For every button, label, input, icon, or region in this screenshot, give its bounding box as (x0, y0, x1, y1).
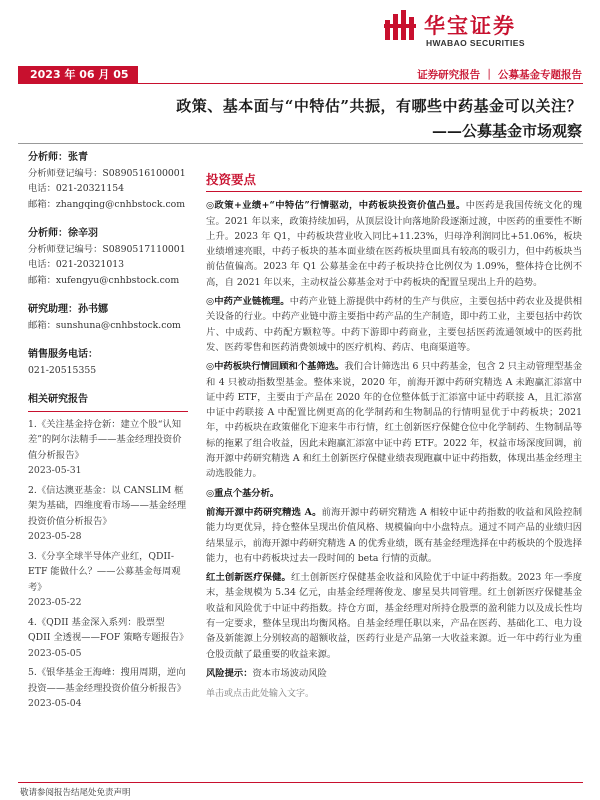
paragraph-policy (206, 198, 582, 290)
risk-label: 风险提示： (206, 667, 253, 679)
report-subtitle: ——公募基金市场观察 (431, 122, 582, 140)
analyst-name: 分析师：徐辛羽 (28, 228, 98, 239)
related-report-item[interactable] (28, 549, 188, 611)
analyst-block (28, 150, 188, 212)
logo-cn-text: 华宝证券 (424, 14, 516, 38)
paragraph-lead: ◎中药产业链梳理。 (206, 296, 290, 308)
text-placeholder[interactable]: 单击或点击此处输入文字。 (206, 689, 315, 700)
analyst-email[interactable]: 邮箱：zhangqing@cnhbstock.com (28, 198, 186, 210)
paragraph-key-funds (206, 486, 582, 501)
paragraph-body: 我们合计筛选出 6 只中药基金，包含 2 只主动管理型基金和 4 只被动指数型基金。整体来说，2020 年，前海开源中药研究精选 A 未跑赢汇添富中证中药 ETF，主要由于产品在 2020 年的仓位整体低于汇添富中证中药联接 A，且汇添富中证中药联接 A 中配置比例更高的化学制药和生物制品的行情明显优于中药板块；2021 年，中药板块在政策催化下迎来牛市行情，红土创新医疗保健仓位中化学制药、生物制品等标的拖累了组合收益，因此未跑赢汇添富中证中药 ETF。2022 年，权益市场深度回调，前海开源中药研究精选 A 和红土创新医疗保健业绩表现跑赢中证中药指数，体现出基金经理主动选股能力。 (206, 361, 582, 480)
report-type: 证券研究报告 ｜ 公募基金专题报告 (417, 69, 582, 81)
paragraph-lead: ◎政策+业绩+“中特估”行情驱动，中药板块投资价值凸显。 (206, 200, 466, 212)
paragraph-fund-hongtu (206, 570, 582, 662)
investment-highlights (206, 172, 582, 703)
fund-name: 前海开源中药研究精选 A。 (206, 506, 322, 518)
analyst-phone: 电话：021-20321013 (28, 259, 125, 270)
related-report-title: 5.《银华基金王海峰：搜用周期，逆向投资——基金经理投资价值分析报告》 (28, 667, 187, 694)
related-report-item[interactable] (28, 665, 188, 712)
paragraph-body: 前海开源中药研究精选 A 相较中证中药指数的收益和风险控制能力均更优异，持仓整体呈现出价值风格、规模偏向中小盘特点。通过不同产品的业绩归因结果显示，前海开源中药研究精选 A 的优秀业绩，既有基金经理选择在中药板块的个股选择能力，也有中药板块过去一段时间的 beta 行情的贡献。 (206, 506, 583, 564)
sidebar (28, 150, 188, 716)
analyst-phone: 电话：021-20321154 (28, 183, 125, 194)
invest-divider (206, 191, 582, 192)
related-report-title: 2.《信达澳亚基金：以 CANSLIM 框架为基础，四维度看市场——基金经理投资价值分析报告》 (28, 484, 187, 527)
risk-body: 资本市场波动风险 (252, 667, 327, 679)
analyst-name: 分析师：张青 (28, 152, 88, 163)
fund-name: 红土创新医疗保健。 (206, 572, 291, 584)
paragraph-lead: ◎重点个基分析。 (206, 487, 280, 499)
analyst-cert: 分析师登记编号：S0890516100001 (28, 167, 186, 179)
footer-divider (18, 782, 583, 783)
related-report-date: 2023-05-05 (28, 647, 82, 659)
related-reports-list (28, 417, 188, 712)
sales-block (28, 347, 188, 378)
paragraph-chain (206, 294, 582, 355)
title-divider (18, 143, 583, 144)
invest-heading: 投资要点 (206, 172, 257, 187)
related-report-date: 2023-05-22 (28, 597, 82, 608)
analyst-email[interactable]: 邮箱：xufengyu@cnhbstock.com (28, 274, 180, 286)
analyst-cert: 分析师登记编号：S0890517110001 (28, 243, 186, 255)
company-logo (384, 8, 584, 52)
assistant-block (28, 302, 188, 333)
paragraph-body: 红土创新医疗保健基金收益和风险优于中证中药指数。2023 年一季度末，基金规模为 5.34 亿元，由基金经理蒋俊龙、廖星昊共同管理。红土创新医疗保健基金收益和风险优于中证中药指数。持仓方面，基金经理对所持仓股票的盈利能力以及成长性均有一定要求，整体呈现出均衡风格。自基金经理任职以来，产品在医药、基础化工、电力设备及新能源上分别较高的超额收益，医药行业是产品第一大收益来源。近一年中药行业为重仓股贡献了最重要的收益来源。 (206, 572, 582, 660)
footer-disclaimer: 敬请参阅报告结尾处免责声明 (20, 788, 131, 798)
related-report-title: 4.《QDII 基金深入系列：股票型 QDII 全透视——FOF 策略专题报告》 (28, 616, 189, 643)
assistant-email[interactable]: 邮箱：sunshuna@cnhbstock.com (28, 319, 181, 331)
related-report-item[interactable] (28, 417, 188, 479)
related-report-item[interactable] (28, 615, 188, 662)
related-report-date: 2023-05-31 (28, 465, 82, 476)
logo-en-text: HWABAO SECURITIES (426, 38, 525, 48)
sales-phone: 021-20515355 (28, 364, 97, 376)
related-report-date: 2023-05-28 (28, 531, 82, 542)
related-reports-heading: 相关研究报告 (28, 392, 188, 412)
assistant-name: 研究助理：孙书娜 (28, 304, 108, 315)
sales-label: 销售服务电话： (28, 349, 98, 360)
related-report-title: 1.《关注基金持仓新：建立个股“认知差”的阿尔法精手——基金经理投资价值分析报告》 (28, 418, 182, 461)
analyst-block (28, 226, 188, 288)
report-date: 2023 年 06 月 05 日 (18, 66, 138, 84)
paragraph-body: 中医药是我国传统文化的瑰宝。2021 年以来，政策持续加码，从顶层设计向落地阶段逐渐过渡，中医药的重要性不断上升。2023 年 Q1，中药板块营业收入同比+11.23%，归母净利润同比+51.06%，板块业绩增速亮眼，中药子板块的基本面业绩在医药板块里面具有较高的吸引力，但中药板块当前估值偏高。2023 年 Q1 公募基金在中药子板块持仓比例仅为 1.09%，整体持仓比例不高，自 2021 年以来，主动权益公募基金对于中药板块的配置呈现出上升的趋势。 (206, 200, 582, 288)
related-report-item[interactable] (28, 483, 188, 545)
hwabao-logo-icon (384, 10, 418, 42)
paragraph-fund-qianhai (206, 505, 582, 566)
paragraph-screening (206, 359, 582, 481)
risk-warning (206, 666, 582, 681)
header-divider (138, 83, 583, 84)
paragraph-lead: ◎中药板块行情回顾和个基筛选。 (206, 361, 345, 373)
paragraph-body: 中药产业链上游提供中药材的生产与供应，主要包括中药农业及提供相关设备的行业。中药产业链中游主要指中药产品的生产制造，即中药工业，主要包括中药饮片、中成药、中药配方颗粒等。中药下游即中药商业，主要包括医药流通领域中的医药批发、医药零售和医药消费领域中的医疗机构、药店、电商渠道等。 (206, 296, 582, 353)
related-report-title: 3.《分享全球半导体产业红，QDII-ETF 能做什么？——公募基金每周观考》 (28, 550, 181, 593)
report-title: 政策、基本面与“中特估”共振，有哪些中药基金可以关注？ (176, 97, 582, 115)
related-report-date: 2023-05-04 (28, 698, 82, 709)
